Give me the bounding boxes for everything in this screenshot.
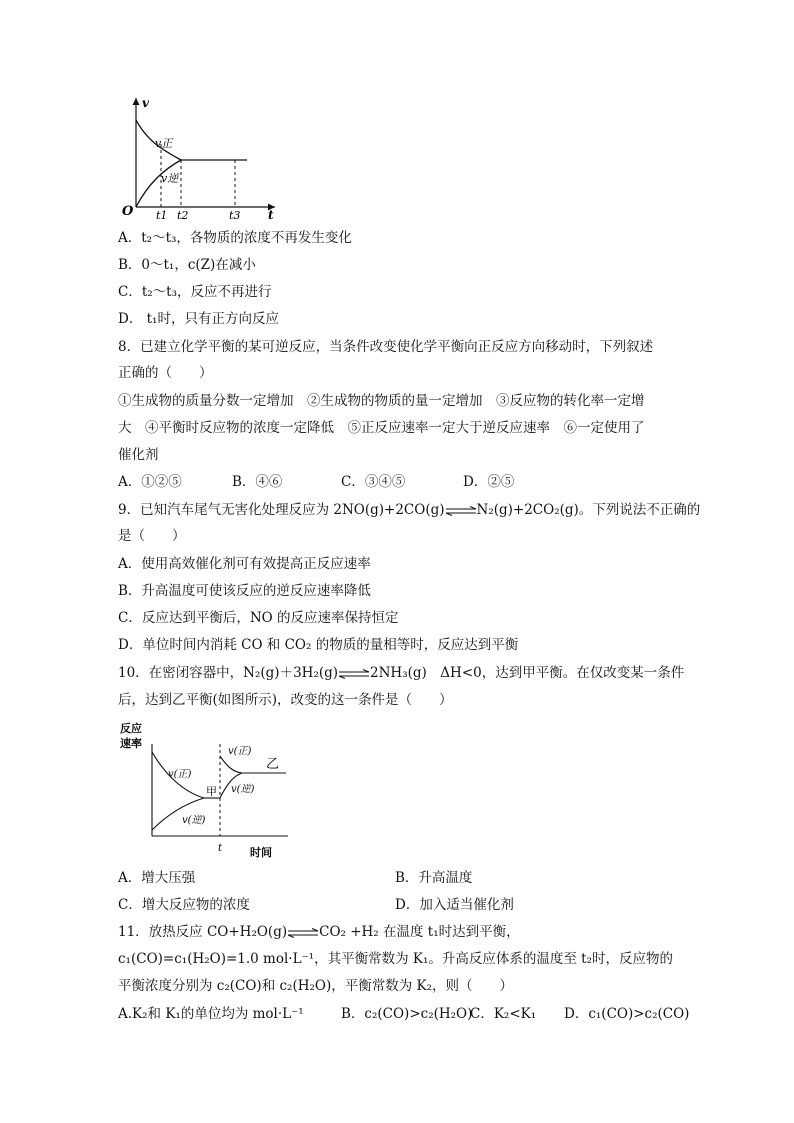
q9-stem-post: N₂(g)+2CO₂(g)。下列说法不正确的 bbox=[476, 502, 701, 518]
q8-option-a: A．①②⑤ bbox=[118, 474, 182, 490]
q11-option-a: A.K₂和 K₁的单位均为 mol·L⁻¹ bbox=[118, 1006, 304, 1022]
reverse-label-2: v(逆) bbox=[231, 784, 255, 795]
q9-option-a: A．使用高效催化剂可有效提高正反应速率 bbox=[118, 556, 371, 572]
q7-option-c: C．t₂～t₃，反应不再进行 bbox=[118, 284, 272, 300]
q9-stem-pre: 9．已知汽车尾气无害化处理反应为 2NO(g)+2CO(g) bbox=[118, 502, 445, 518]
q8-items-line1: ①生成物的质量分数一定增加 ②生成物的物质的量一定增加 ③反应物的转化率一定增 bbox=[118, 393, 645, 409]
q8-option-b: B．④⑥ bbox=[232, 474, 283, 490]
y-axis-label-line2: 速率 bbox=[120, 737, 142, 750]
q8-option-d: D．②⑤ bbox=[463, 474, 515, 490]
tick-label-t3: t3 bbox=[229, 209, 241, 222]
reversible-arrow-icon bbox=[445, 506, 477, 516]
origin-label: O bbox=[122, 204, 134, 219]
q11-stem-line3: 平衡浓度分别为 c₂(CO)和 c₂(H₂O)，平衡常数为 K₂，则（ ） bbox=[118, 978, 514, 994]
reversible-arrow-icon bbox=[338, 669, 370, 679]
q11-stem-line1 bbox=[118, 923, 520, 941]
q10-option-b: B．升高温度 bbox=[395, 870, 473, 886]
forward-label-2: v(正) bbox=[228, 746, 252, 757]
y-axis-label: v bbox=[142, 96, 149, 110]
q10-stem-line1 bbox=[118, 664, 684, 682]
q9-option-c: C．反应达到平衡后，NO 的反应速率保持恒定 bbox=[118, 610, 399, 626]
q10-option-d: D．加入适当催化剂 bbox=[395, 897, 514, 913]
q11-option-c: C．K₂<K₁ bbox=[470, 1006, 537, 1022]
q8-option-c: C．③④⑤ bbox=[341, 474, 406, 490]
q11-stem-pre: 11．放热反应 CO+H₂O(g) bbox=[118, 924, 288, 940]
q10-option-a: A．增大压强 bbox=[118, 870, 196, 886]
q9-option-b: B．升高温度可使该反应的逆反应速率降低 bbox=[118, 583, 371, 599]
rate-time-graph-2 bbox=[118, 716, 298, 862]
q7-option-a: A．t₂～t₃，各物质的浓度不再发生变化 bbox=[118, 230, 352, 246]
x-axis-label: t bbox=[268, 208, 274, 222]
state-b-label: 乙 bbox=[266, 757, 280, 772]
q8-items-line2: 大 ④平衡时反应物的浓度一定降低 ⑤正反应速率一定大于逆反应速率 ⑥一定使用了 bbox=[118, 420, 645, 436]
q11-stem-post: CO₂ +H₂ 在温度 t₁时达到平衡， bbox=[319, 924, 520, 940]
q9-option-d: D．单位时间内消耗 CO 和 CO₂ 的物质的量相等时，反应达到平衡 bbox=[118, 637, 519, 653]
q11-stem-line2: c₁(CO)=c₁(H₂O)=1.0 mol·L⁻¹，其平衡常数为 K₁。升高反应体系的温度至 t₂时，反应物的 bbox=[118, 951, 674, 967]
q10-option-c: C．增大反应物的浓度 bbox=[118, 897, 250, 913]
q8-stem-line1: 8．已建立化学平衡的某可逆反应，当条件改变使化学平衡向正反应方向移动时，下列叙述 bbox=[118, 339, 654, 355]
q10-stem-post: 2NH₃(g) ΔH<0，达到甲平衡。在仅改变某一条件 bbox=[370, 665, 685, 681]
forward-curve-label: v正 bbox=[155, 137, 173, 150]
state-a-label: 甲 bbox=[206, 785, 217, 798]
reverse-curve-label: v逆 bbox=[161, 172, 179, 185]
reverse-label-1: v(逆) bbox=[182, 815, 206, 826]
tick-label-t2: t2 bbox=[177, 209, 189, 222]
forward-label-1: v(正) bbox=[168, 769, 192, 780]
forward-rate-curve-2 bbox=[220, 756, 242, 773]
rate-time-graph-1 bbox=[118, 92, 283, 222]
q10-stem-line2: 后，达到乙平衡(如图所示)，改变的这一条件是（ ） bbox=[118, 692, 453, 708]
t-mark-label: t bbox=[218, 843, 223, 854]
q8-items-line3: 催化剂 bbox=[118, 447, 159, 463]
reversible-arrow-icon bbox=[287, 928, 319, 938]
q7-option-d: D． t₁时，只有正方向反应 bbox=[118, 311, 279, 327]
q8-stem-line2: 正确的（ ） bbox=[118, 365, 213, 381]
q11-option-b: B．c₂(CO)>c₂(H₂O) bbox=[341, 1006, 473, 1022]
q11-option-d: D．c₁(CO)>c₂(CO) bbox=[564, 1006, 690, 1022]
tick-label-t1: t1 bbox=[156, 209, 168, 222]
y-axis-label-line1: 反应 bbox=[120, 722, 142, 735]
q7-option-b: B．0～t₁，c(Z)在减小 bbox=[118, 257, 256, 273]
q9-stem-line2: 是（ ） bbox=[118, 528, 186, 544]
q9-stem-line1 bbox=[118, 501, 700, 519]
q10-stem-pre: 10．在密闭容器中，N₂(g)＋3H₂(g) bbox=[118, 665, 339, 681]
x-axis-label: 时间 bbox=[250, 846, 272, 859]
